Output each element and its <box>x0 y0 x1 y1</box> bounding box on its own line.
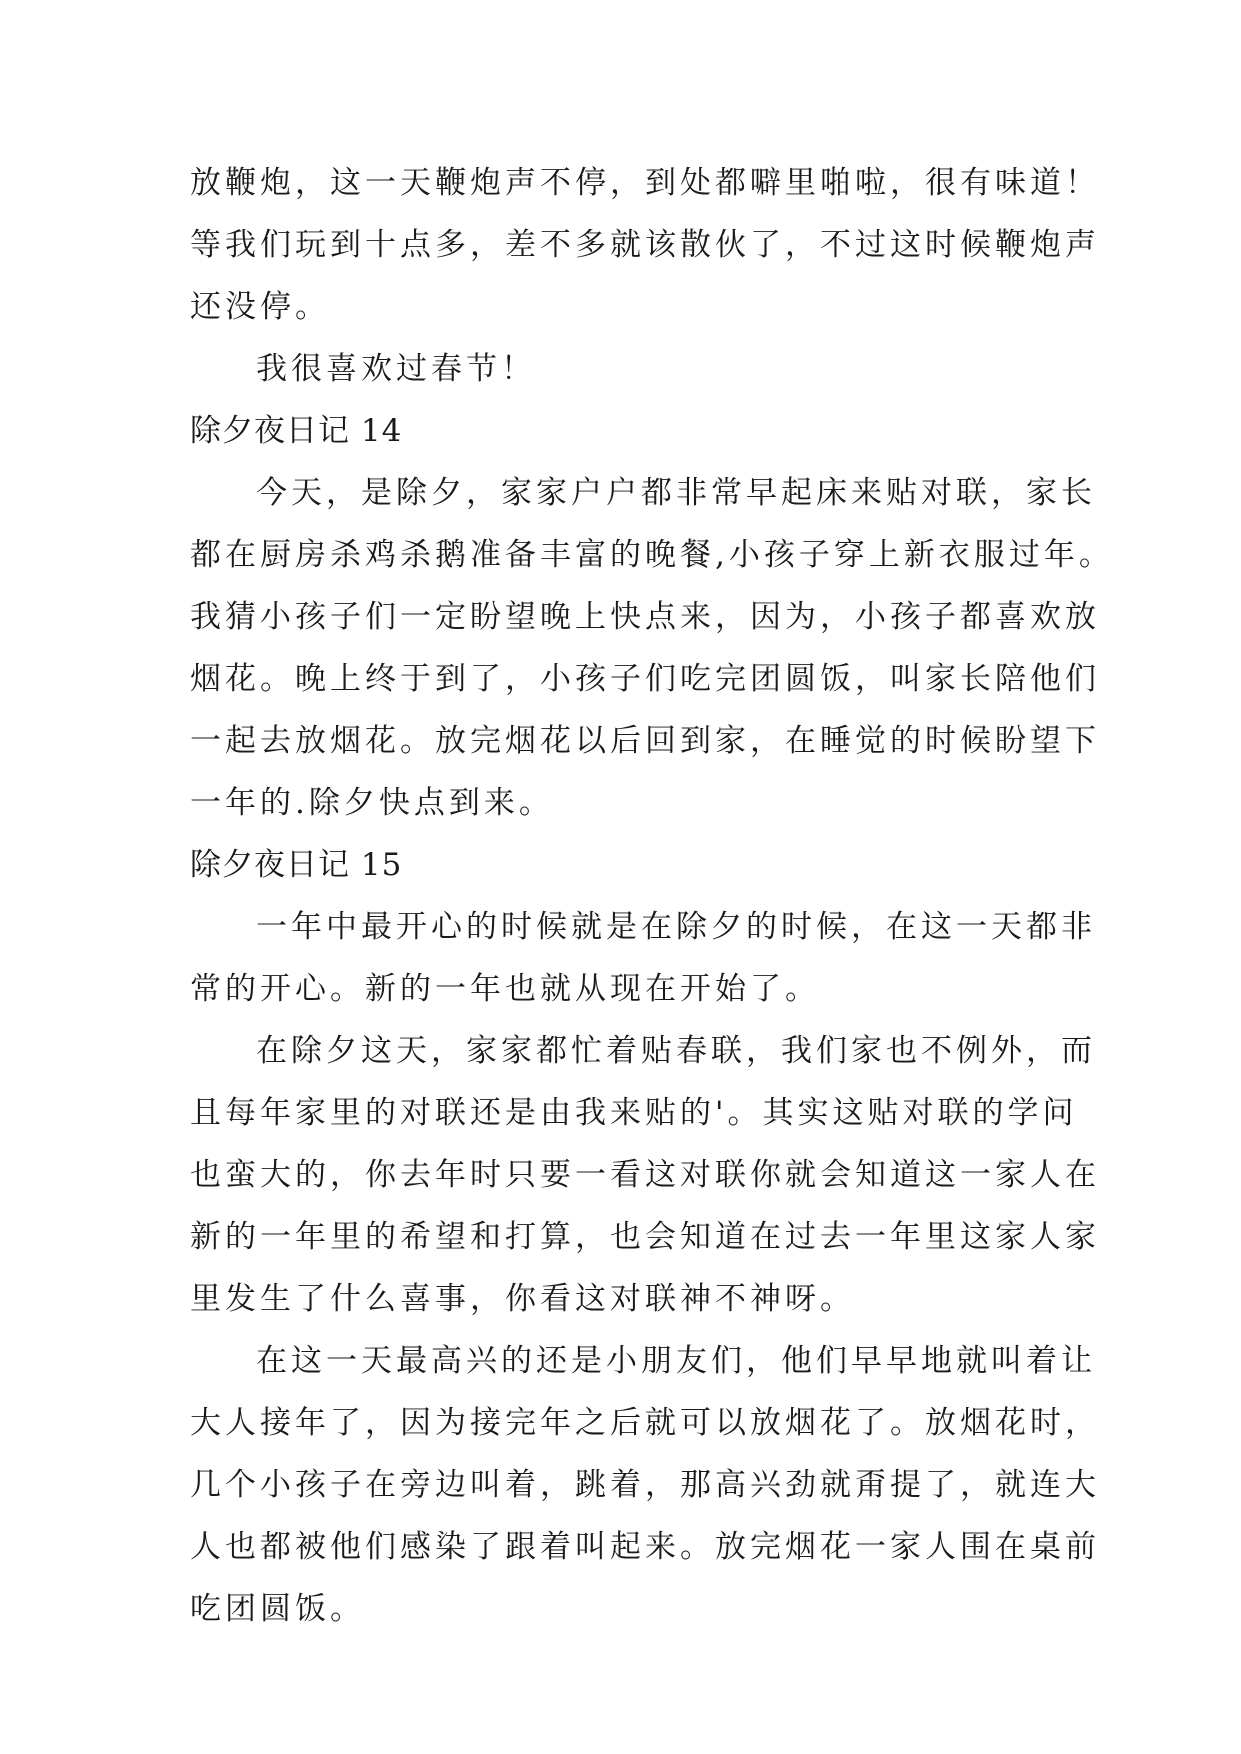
text-line: 人也都被他们感染了跟着叫起来。放完烟花一家人围在桌前 <box>190 1529 1100 1565</box>
paragraph <box>190 152 1100 338</box>
text-line: 一起去放烟花。放完烟花以后回到家，在睡觉的时候盼望下 <box>190 723 1100 759</box>
heading-text: 除夕夜日记 15 <box>190 847 403 883</box>
paragraph <box>190 1020 1100 1330</box>
text-line: 还没停。 <box>190 289 330 325</box>
paragraph <box>190 462 1114 834</box>
text-line: 常的开心。新的一年也就从现在开始了。 <box>190 971 820 1007</box>
text-line: 吃团圆饭。 <box>190 1591 365 1627</box>
heading-text: 除夕夜日记 14 <box>190 413 403 449</box>
text-line: 都在厨房杀鸡杀鹅准备丰富的晚餐,小孩子穿上新衣服过年。 <box>190 537 1114 573</box>
text-line: 新的一年里的希望和打算，也会知道在过去一年里这家人家 <box>190 1219 1100 1255</box>
paragraph <box>190 1330 1100 1640</box>
text-line: 里发生了什么喜事，你看这对联神不神呀。 <box>190 1281 855 1317</box>
paragraph <box>190 338 1054 400</box>
text-line: 等我们玩到十点多，差不多就该散伙了，不过这时候鞭炮声 <box>190 227 1100 263</box>
section-heading <box>190 834 1054 896</box>
text-line: 今天，是除夕，家家户户都非常早起床来贴对联，家长 <box>256 475 1096 511</box>
text-line: 我很喜欢过春节！ <box>256 351 536 387</box>
text-line: 在这一天最高兴的还是小朋友们，他们早早地就叫着让 <box>256 1343 1096 1379</box>
text-line: 且每年家里的对联还是由我来贴的'。其实这贴对联的学问 <box>190 1095 1078 1131</box>
document-body <box>190 152 1114 1640</box>
text-line: 我猜小孩子们一定盼望晚上快点来，因为，小孩子都喜欢放 <box>190 599 1100 635</box>
text-line: 几个小孩子在旁边叫着，跳着，那高兴劲就甭提了，就连大 <box>190 1467 1100 1503</box>
section-heading <box>190 400 1054 462</box>
paragraph <box>190 896 1096 1020</box>
text-line: 烟花。晚上终于到了，小孩子们吃完团圆饭，叫家长陪他们 <box>190 661 1100 697</box>
text-line: 一年的.除夕快点到来。 <box>190 785 554 821</box>
text-line: 放鞭炮，这一天鞭炮声不停，到处都噼里啪啦，很有味道！ <box>190 165 1100 201</box>
text-line: 大人接年了，因为接完年之后就可以放烟花了。放烟花时， <box>190 1405 1100 1441</box>
text-line: 一年中最开心的时候就是在除夕的时候，在这一天都非 <box>256 909 1096 945</box>
text-line: 也蛮大的，你去年时只要一看这对联你就会知道这一家人在 <box>190 1157 1100 1193</box>
text-line: 在除夕这天，家家都忙着贴春联，我们家也不例外，而 <box>256 1033 1096 1069</box>
